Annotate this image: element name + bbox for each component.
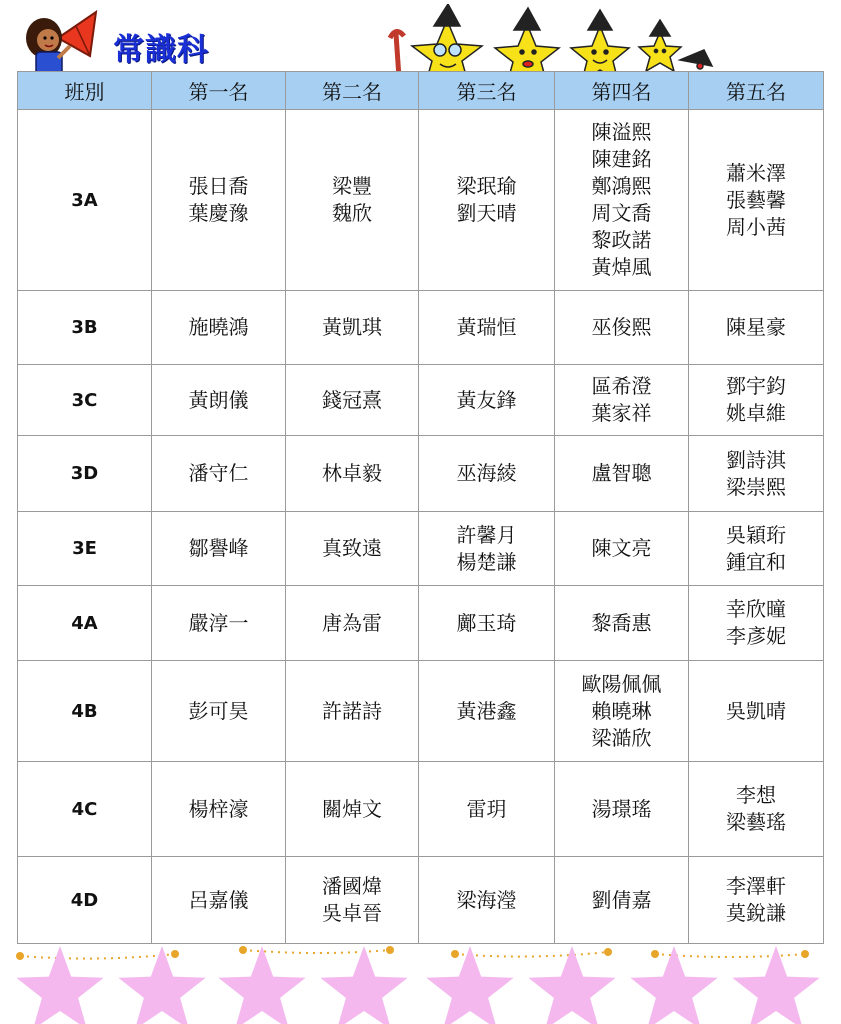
- rank-cell: [286, 512, 419, 586]
- rank-cell: [689, 762, 824, 857]
- rank-cell: [286, 291, 419, 365]
- student-name: 嚴淳一: [188, 610, 249, 635]
- student-name: 周文喬: [591, 201, 652, 225]
- rank-cell: [689, 365, 824, 436]
- student-name: 李彥妮: [726, 624, 786, 648]
- rank-cell: [152, 436, 286, 512]
- results-table: [17, 71, 824, 944]
- table-header-row: [18, 72, 824, 110]
- rank-cell: [555, 661, 689, 762]
- table-row: [18, 857, 824, 944]
- student-name: 黃瑞恒: [456, 315, 517, 339]
- student-name: 張藝馨: [726, 187, 786, 212]
- student-name: 湯璟瑤: [591, 796, 652, 821]
- rank-cell: [689, 436, 824, 512]
- rank-cell: [419, 762, 555, 857]
- class-cell: 4B: [18, 661, 152, 762]
- table-row: [18, 762, 824, 857]
- rank-cell: [419, 857, 555, 944]
- student-name: 陳文亮: [591, 536, 652, 560]
- rank-cell: [555, 857, 689, 944]
- class-cell: 3D: [18, 436, 152, 512]
- rank-cell: [689, 110, 824, 291]
- student-name: 區希澄: [591, 374, 652, 398]
- student-name: 施曉鴻: [188, 315, 249, 339]
- rank-cell: [419, 436, 555, 512]
- class-cell: 4C: [18, 762, 152, 857]
- rank-cell: [286, 762, 419, 857]
- pink-star-icon: [218, 946, 305, 1024]
- rank-cell: [689, 586, 824, 661]
- table-row: [18, 291, 824, 365]
- student-name: 周小茜: [726, 214, 786, 239]
- column-header: 第二名: [286, 72, 419, 110]
- table-row: [18, 661, 824, 762]
- student-name: 許諾詩: [322, 698, 382, 723]
- student-name: 吳卓晉: [322, 901, 382, 925]
- rank-cell: [419, 291, 555, 365]
- student-name: 劉倩嘉: [591, 887, 652, 912]
- rank-cell: [419, 365, 555, 436]
- class-cell: 3A: [18, 110, 152, 291]
- student-name: 盧智聰: [591, 461, 652, 485]
- student-name: 李想: [736, 783, 776, 807]
- rank-cell: [555, 762, 689, 857]
- class-cell: 3B: [18, 291, 152, 365]
- rank-cell: [286, 365, 419, 436]
- rank-cell: [286, 436, 419, 512]
- student-name: 黃港鑫: [456, 698, 517, 723]
- student-name: 梁藝瑤: [726, 810, 786, 834]
- student-name: 楊梓濠: [188, 796, 249, 821]
- student-name: 陳星豪: [726, 315, 786, 339]
- pink-star-icon: [320, 946, 407, 1024]
- rank-cell: [152, 110, 286, 291]
- student-name: 賴曉琳: [591, 698, 652, 723]
- student-name: 陳建銘: [591, 147, 652, 171]
- student-name: 蕭米澤: [726, 160, 786, 185]
- student-name: 鄺玉琦: [456, 610, 517, 635]
- student-name: 劉詩淇: [726, 447, 786, 472]
- student-name: 呂嘉儀: [188, 887, 249, 912]
- column-header: 第五名: [689, 72, 824, 110]
- student-name: 莫銳謙: [726, 901, 786, 925]
- student-name: 錢冠熹: [322, 387, 382, 412]
- rank-cell: [555, 512, 689, 586]
- pink-star-icon: [528, 946, 615, 1024]
- student-name: 關焯文: [322, 796, 382, 821]
- student-name: 真致遠: [322, 536, 382, 560]
- student-name: 梁澔欣: [591, 725, 652, 750]
- page-title: 常識科: [113, 32, 209, 68]
- student-name: 鄧宇鈞: [726, 374, 786, 398]
- student-name: 巫俊熙: [591, 315, 652, 339]
- table-row: [18, 512, 824, 586]
- student-name: 李澤軒: [726, 874, 786, 898]
- student-name: 梁崇熙: [726, 474, 786, 499]
- rank-cell: [555, 110, 689, 291]
- pink-star-icon: [630, 946, 717, 1024]
- table-row: [18, 365, 824, 436]
- rank-cell: [555, 291, 689, 365]
- rank-cell: [152, 291, 286, 365]
- student-name: 劉天晴: [456, 201, 517, 225]
- rank-cell: [152, 512, 286, 586]
- student-name: 潘守仁: [188, 461, 249, 485]
- student-name: 陳溢熙: [591, 120, 652, 144]
- rank-cell: [689, 512, 824, 586]
- rank-cell: [286, 661, 419, 762]
- student-name: 鍾宜和: [726, 549, 786, 574]
- rank-cell: [419, 512, 555, 586]
- student-name: 彭可昊: [188, 698, 249, 723]
- dotted-string-icon: [16, 946, 809, 960]
- student-name: 巫海綾: [456, 461, 517, 485]
- rank-cell: [152, 857, 286, 944]
- column-header: 第三名: [419, 72, 555, 110]
- student-name: 葉慶豫: [188, 201, 249, 225]
- student-name: 魏欣: [332, 201, 372, 225]
- table-row: [18, 110, 824, 291]
- student-name: 鄒譽峰: [188, 536, 249, 560]
- student-name: 梁豐: [332, 174, 372, 198]
- pink-star-icon: [426, 946, 513, 1024]
- student-name: 黃友鋒: [456, 387, 517, 412]
- rank-cell: [555, 436, 689, 512]
- rank-cell: [555, 586, 689, 661]
- rank-cell: [419, 110, 555, 291]
- rank-cell: [689, 291, 824, 365]
- student-name: 黎喬惠: [591, 610, 652, 635]
- student-name: 楊楚謙: [456, 549, 517, 574]
- rank-cell: [419, 586, 555, 661]
- student-name: 黃焯風: [591, 255, 652, 279]
- student-name: 吳凱晴: [726, 698, 786, 723]
- class-cell: 3C: [18, 365, 152, 436]
- class-cell: 4A: [18, 586, 152, 661]
- rank-cell: [152, 586, 286, 661]
- rank-cell: [286, 110, 419, 291]
- pink-stars-border-icon: [0, 940, 841, 1024]
- student-name: 歐陽佩佩: [581, 671, 662, 696]
- student-name: 雷玥: [466, 796, 507, 821]
- student-name: 梁珉瑜: [456, 174, 517, 198]
- student-name: 幸欣曈: [726, 597, 786, 621]
- rank-cell: [152, 762, 286, 857]
- rank-cell: [286, 586, 419, 661]
- column-header: 第四名: [555, 72, 689, 110]
- rank-cell: [689, 661, 824, 762]
- table-row: [18, 436, 824, 512]
- student-name: 鄭鴻熙: [591, 174, 652, 198]
- column-header: 第一名: [152, 72, 286, 110]
- student-name: 許馨月: [456, 522, 517, 547]
- pink-star-icon: [118, 946, 205, 1024]
- student-name: 潘國煒: [322, 874, 382, 898]
- column-header: 班別: [18, 72, 152, 110]
- rank-cell: [152, 365, 286, 436]
- rank-cell: [286, 857, 419, 944]
- table-row: [18, 586, 824, 661]
- class-cell: 3E: [18, 512, 152, 586]
- student-name: 吳穎珩: [726, 522, 786, 547]
- rank-cell: [419, 661, 555, 762]
- student-name: 林卓毅: [322, 461, 382, 485]
- student-name: 黎政諾: [591, 228, 652, 252]
- student-name: 黃朗儀: [188, 387, 249, 412]
- student-name: 姚卓維: [726, 401, 786, 425]
- class-cell: 4D: [18, 857, 152, 944]
- student-name: 梁海瀅: [456, 887, 517, 912]
- student-name: 葉家祥: [591, 401, 652, 425]
- student-name: 張日喬: [188, 174, 249, 198]
- student-name: 唐為雷: [322, 610, 382, 635]
- student-name: 黃凱琪: [322, 315, 382, 339]
- rank-cell: [689, 857, 824, 944]
- pink-star-icon: [732, 946, 819, 1024]
- rank-cell: [152, 661, 286, 762]
- rank-cell: [555, 365, 689, 436]
